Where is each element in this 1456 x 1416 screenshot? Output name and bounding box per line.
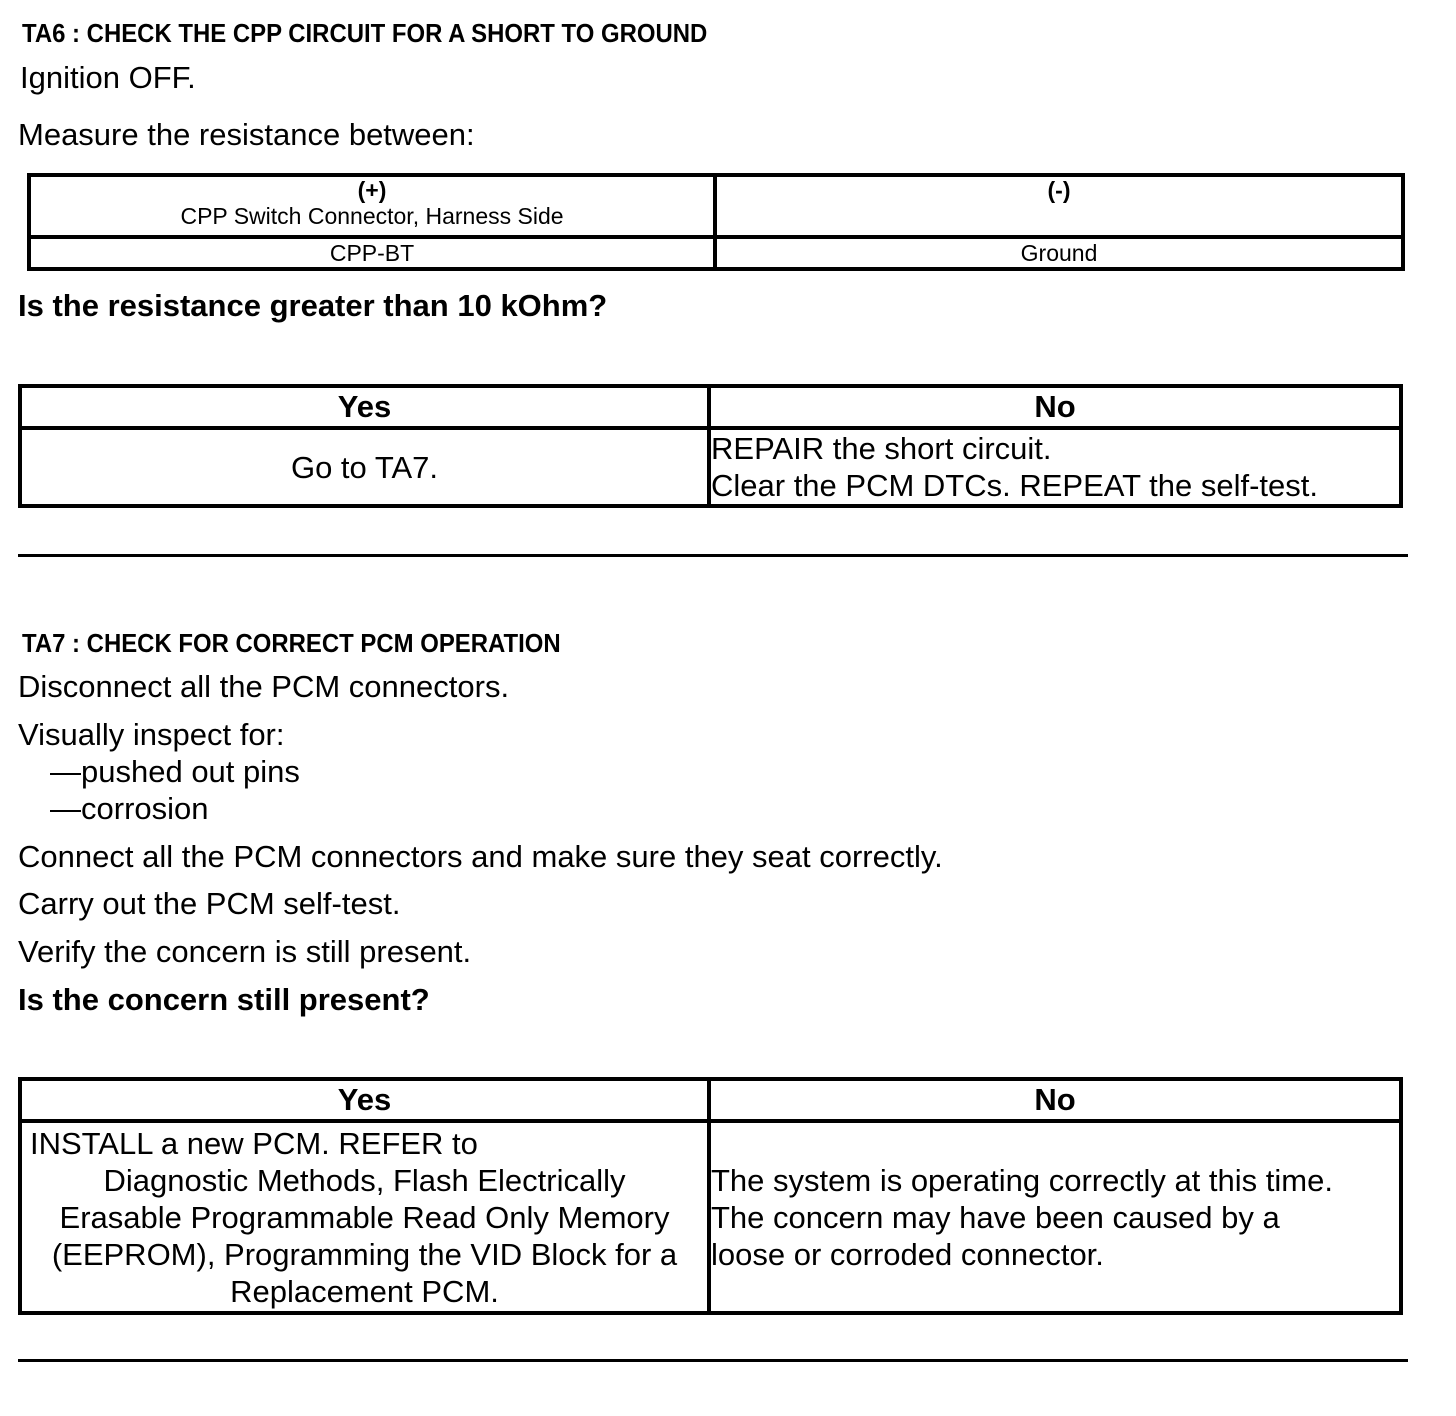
measure-pin-negative: Ground bbox=[715, 237, 1403, 269]
ta7-no-line: loose or corroded connector. bbox=[711, 1236, 1104, 1272]
ta7-title: TA7 : CHECK FOR CORRECT PCM OPERATION bbox=[22, 628, 561, 658]
ta6-step-measure: Measure the resistance between: bbox=[18, 117, 475, 152]
ta6-title: TA6 : CHECK THE CPP CIRCUIT FOR A SHORT TO GROUND bbox=[22, 18, 708, 48]
ta6-measure-table bbox=[27, 173, 1405, 271]
ta7-yes-line: Erasable Programmable Read Only Memory bbox=[59, 1200, 670, 1235]
ta7-step-selftest: Carry out the PCM self-test. bbox=[18, 886, 401, 921]
ta7-yes-line: Diagnostic Methods, Flash Electrically bbox=[103, 1163, 626, 1198]
ta7-no-action bbox=[709, 1121, 1401, 1313]
ta7-result-table bbox=[18, 1077, 1403, 1315]
ta7-no-line: The concern may have been caused by a bbox=[711, 1199, 1280, 1235]
ta6-yes-header: Yes bbox=[20, 386, 709, 428]
ta7-question: Is the concern still present? bbox=[18, 982, 430, 1017]
ta6-no-line: REPAIR the short circuit. bbox=[711, 431, 1052, 466]
ta7-no-header: No bbox=[709, 1079, 1401, 1121]
positive-description: CPP Switch Connector, Harness Side bbox=[180, 203, 564, 229]
ta6-no-action bbox=[709, 428, 1401, 506]
ta7-yes-line: INSTALL a new PCM. REFER to bbox=[30, 1126, 478, 1161]
positive-sign: (+) bbox=[357, 177, 387, 203]
measure-pin-positive: CPP-BT bbox=[29, 237, 715, 269]
ta6-no-line: Clear the PCM DTCs. REPEAT the self-test. bbox=[711, 468, 1318, 503]
ta6-no-header: No bbox=[709, 386, 1401, 428]
ta7-yes-line: (EEPROM), Programming the VID Block for a bbox=[51, 1237, 678, 1272]
ta7-yes-header: Yes bbox=[20, 1079, 709, 1121]
negative-sign: (-) bbox=[1047, 177, 1071, 203]
ta7-step-inspect: Visually inspect for: bbox=[18, 717, 285, 752]
section-divider bbox=[18, 1359, 1408, 1362]
ta6-result-table bbox=[18, 384, 1403, 508]
ta7-step-connect: Connect all the PCM connectors and make sure they seat correctly. bbox=[18, 839, 943, 874]
measure-header-negative bbox=[715, 175, 1403, 237]
ta7-step-verify: Verify the concern is still present. bbox=[18, 934, 472, 969]
ta7-yes-action bbox=[20, 1121, 709, 1313]
ta6-question: Is the resistance greater than 10 kOhm? bbox=[18, 288, 608, 323]
measure-header-positive bbox=[29, 175, 715, 237]
section-divider bbox=[18, 554, 1408, 557]
ta6-step-ignition: Ignition OFF. bbox=[20, 60, 196, 95]
ta6-yes-action: Go to TA7. bbox=[20, 428, 709, 506]
ta7-step-disconnect: Disconnect all the PCM connectors. bbox=[18, 669, 510, 704]
ta7-no-line: The system is operating correctly at this time. bbox=[711, 1162, 1333, 1198]
ta7-inspect-item: —corrosion bbox=[50, 791, 209, 826]
ta7-inspect-item: —pushed out pins bbox=[50, 754, 300, 789]
ta7-yes-line: Replacement PCM. bbox=[230, 1274, 499, 1309]
